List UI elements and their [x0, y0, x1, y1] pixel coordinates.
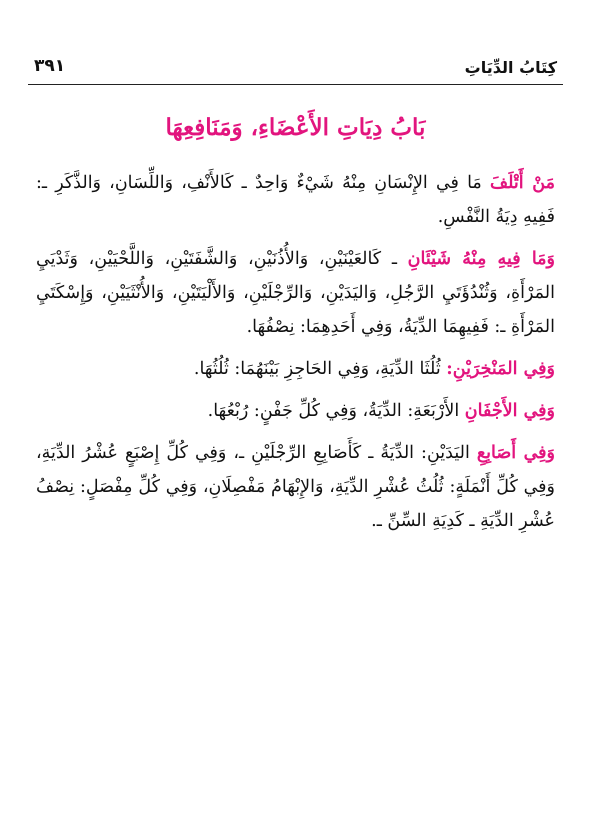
paragraph	[36, 352, 555, 386]
paragraph-text: الأَرْبَعَةِ: الدِّيَةُ، وَفِي كُلِّ جَفْنٍ: رُبْعُهَا.	[207, 401, 465, 421]
paragraph-text: ثُلُثَا الدِّيَةِ، وَفِي الحَاجِزِ بَيْنَهُمَا: ثُلُثُهَا.	[193, 359, 447, 379]
paragraph	[36, 242, 555, 344]
paragraph-text: ـ كَالعَيْنَيْنِ، وَالأُذُنَيْنِ، وَالشَّفَتَيْنِ، وَاللَّحْيَيْنِ، وَثَدْيَيِ المَرْأَةِ، وَثُنْدُؤَتَيِ الرَّجُلِ، وَاليَدَيْنِ، وَالرِّجْلَيْنِ، وَالأَلْيَتَيْنِ، وَالأُنْثَيَيْنِ، وَإِسْكَتَيِ المَرْأَةِ ـ: فَفِيهِمَا الدِّيَةُ، وَفِي أَحَدِهِمَا: نِصْفُهَا.	[36, 249, 555, 337]
paragraph	[36, 394, 555, 428]
paragraph-text: اليَدَيْنِ: الدِّيَةُ ـ كَأَصَابِعِ الرِّجْلَيْنِ ـ، وَفِي كُلِّ إِصْبَعٍ عُشْرُ الدِّيَةِ، وَفِي كُلِّ أَنْمَلَةٍ: ثُلُثُ عُشْرِ الدِّيَةِ، وَالإِبْهَامُ مَفْصِلَانِ، وَفِي كُلِّ مِفْصَلٍ: نِصْفُ عُشْرِ الدِّيَةِ ـ كَدِيَةِ السِّنِّ ـ.	[36, 443, 555, 531]
paragraph-lead: وَفِي أَصَابِعِ	[476, 443, 555, 463]
paragraph-lead: وَمَا فِيهِ مِنْهُ شَيْئَانِ	[407, 249, 555, 269]
running-title: كِتَابُ الدِّيَاتِ	[464, 58, 557, 77]
page-number: ٣٩١	[34, 56, 66, 76]
paragraph	[36, 436, 555, 538]
paragraph-lead: وَفِي الأَجْفَانِ	[464, 401, 555, 421]
body-text	[36, 166, 555, 546]
paragraph	[36, 166, 555, 234]
chapter-title: بَابُ دِيَاتِ الأَعْضَاءِ، وَمَنَافِعِهَا	[165, 114, 426, 141]
page-header	[28, 50, 563, 85]
paragraph-lead: مَنْ أَتْلَفَ	[489, 173, 555, 193]
paragraph-lead: وَفِي المَنْخِرَيْنِ:	[446, 359, 555, 379]
paragraph-text: مَا فِي الإِنْسَانِ مِنْهُ شَيْءٌ وَاحِدٌ ـ كَالأَنْفِ، وَاللِّسَانِ، وَالذَّكَرِ ـ: فَفِيهِ دِيَةُ النَّفْسِ.	[36, 173, 555, 227]
